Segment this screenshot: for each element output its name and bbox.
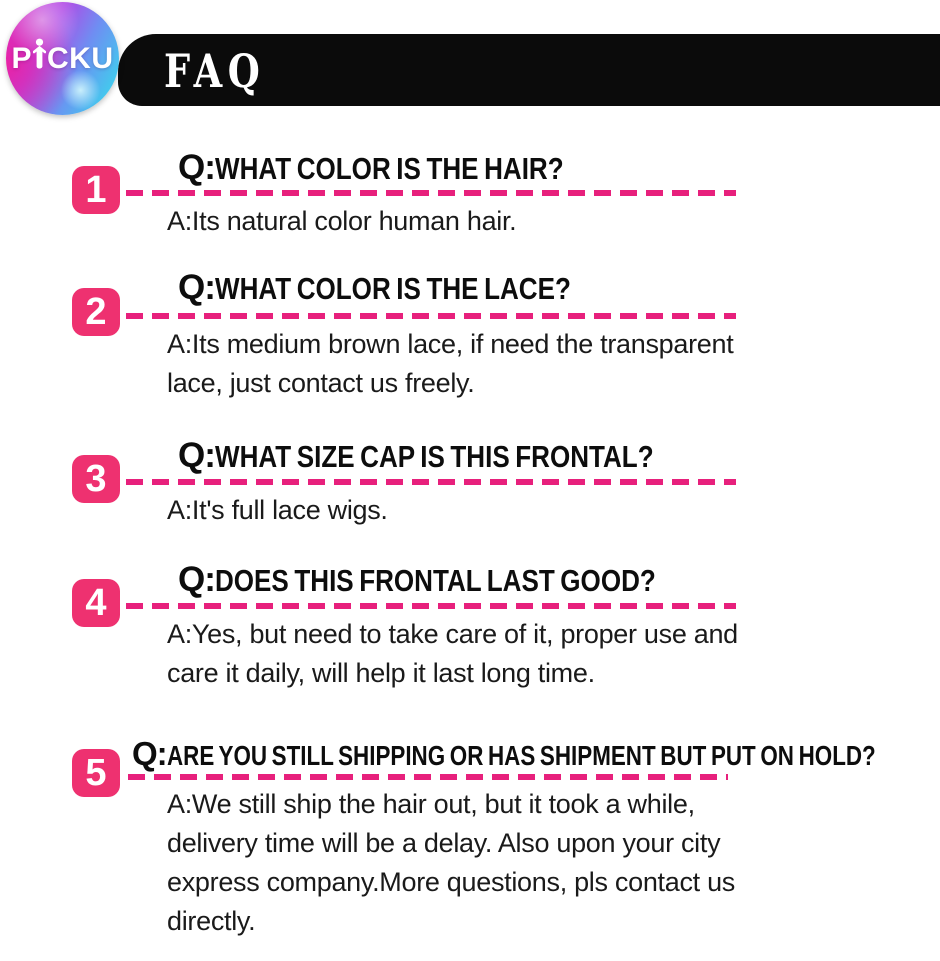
logo-text-left: P bbox=[11, 41, 32, 75]
faq-question bbox=[178, 268, 639, 308]
question-text: DOES THIS FRONTAL LAST GOOD? bbox=[214, 563, 656, 598]
logo-text-right: CKU bbox=[47, 41, 114, 75]
faq-answer bbox=[167, 491, 388, 530]
answer-line: express company.More questions, pls contact us bbox=[167, 867, 735, 897]
faq-answer bbox=[167, 202, 516, 241]
answer-line: A:It's full lace wigs. bbox=[167, 495, 388, 525]
person-icon bbox=[33, 38, 46, 77]
answer-line: A:Its medium brown lace, if need the transparent bbox=[167, 329, 734, 359]
answer-line: delivery time will be a delay. Also upon your city bbox=[167, 828, 721, 858]
question-text: WHAT COLOR IS THE LACE? bbox=[214, 271, 571, 306]
faq-question bbox=[178, 148, 630, 188]
dashed-divider bbox=[126, 313, 736, 319]
question-prefix: Q: bbox=[178, 560, 215, 599]
answer-line: lace, just contact us freely. bbox=[167, 368, 475, 398]
question-text: WHAT COLOR IS THE HAIR? bbox=[214, 151, 564, 186]
dashed-divider bbox=[126, 190, 736, 196]
faq-question bbox=[178, 436, 737, 476]
number-badge: 3 bbox=[72, 455, 120, 503]
page-title: FAQ bbox=[164, 44, 266, 98]
number-badge: 4 bbox=[72, 579, 120, 627]
picku-logo-text bbox=[6, 2, 119, 115]
answer-line: A:We still ship the hair out, but it took a while, bbox=[167, 789, 695, 819]
question-prefix: Q: bbox=[178, 268, 215, 307]
picku-logo bbox=[6, 2, 119, 115]
question-text: WHAT SIZE CAP IS THIS FRONTAL? bbox=[214, 439, 654, 474]
answer-line: care it daily, will help it last long time. bbox=[167, 658, 595, 688]
answer-line: directly. bbox=[167, 906, 256, 936]
question-prefix: Q: bbox=[132, 735, 167, 772]
question-prefix: Q: bbox=[178, 148, 215, 187]
faq-answer bbox=[167, 785, 735, 941]
question-text: ARE YOU STILL SHIPPING OR HAS SHIPMENT BUT PUT ON HOLD? bbox=[166, 740, 876, 771]
answer-line: A:Yes, but need to take care of it, proper use and bbox=[167, 619, 738, 649]
dashed-divider bbox=[128, 774, 728, 780]
number-badge: 5 bbox=[72, 749, 120, 797]
answer-line: A:Its natural color human hair. bbox=[167, 206, 517, 236]
faq-answer bbox=[167, 325, 733, 403]
number-badge: 1 bbox=[72, 166, 120, 214]
faq-answer bbox=[167, 615, 738, 693]
dashed-divider bbox=[126, 479, 736, 485]
dashed-divider bbox=[126, 603, 736, 609]
number-badge: 2 bbox=[72, 288, 120, 336]
faq-question bbox=[132, 735, 940, 773]
faq-question bbox=[178, 560, 740, 600]
question-prefix: Q: bbox=[178, 436, 215, 475]
faq-banner bbox=[118, 34, 940, 106]
